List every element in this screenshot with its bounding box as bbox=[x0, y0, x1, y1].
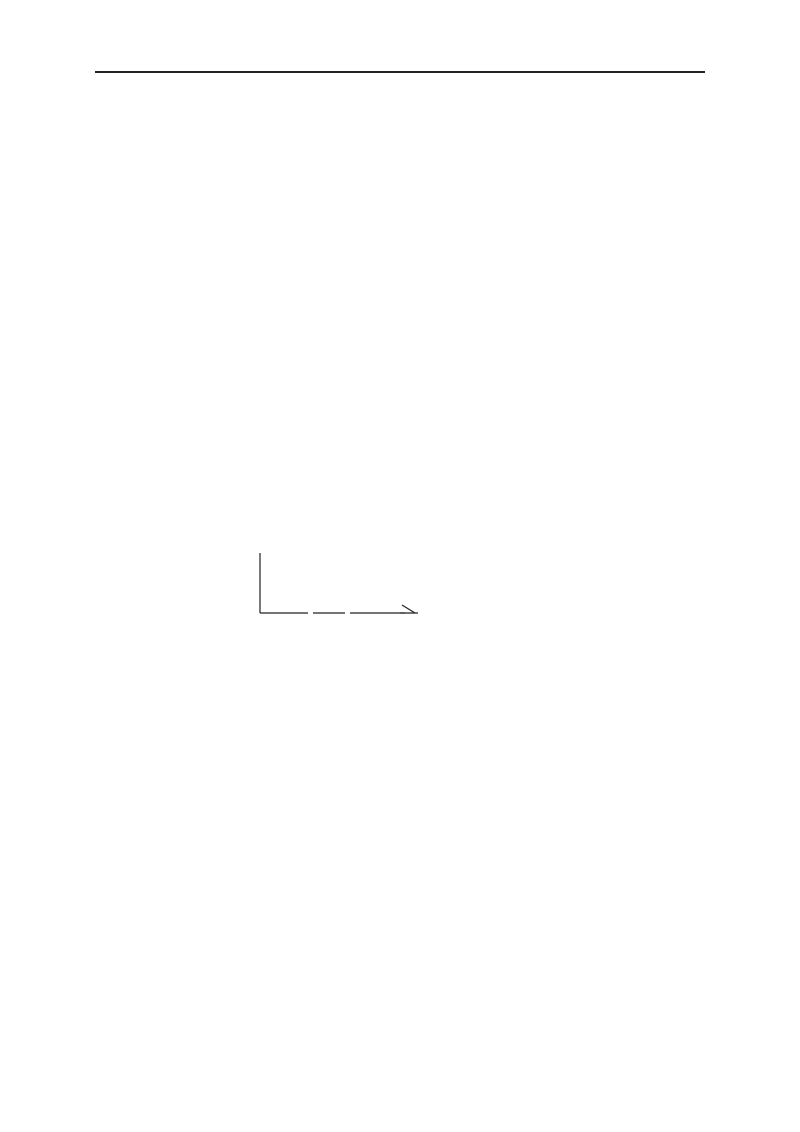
header-rule bbox=[95, 71, 705, 73]
circuit-diagram-jia bbox=[260, 553, 435, 613]
circuit-and-voltmeter-figure bbox=[250, 535, 580, 650]
